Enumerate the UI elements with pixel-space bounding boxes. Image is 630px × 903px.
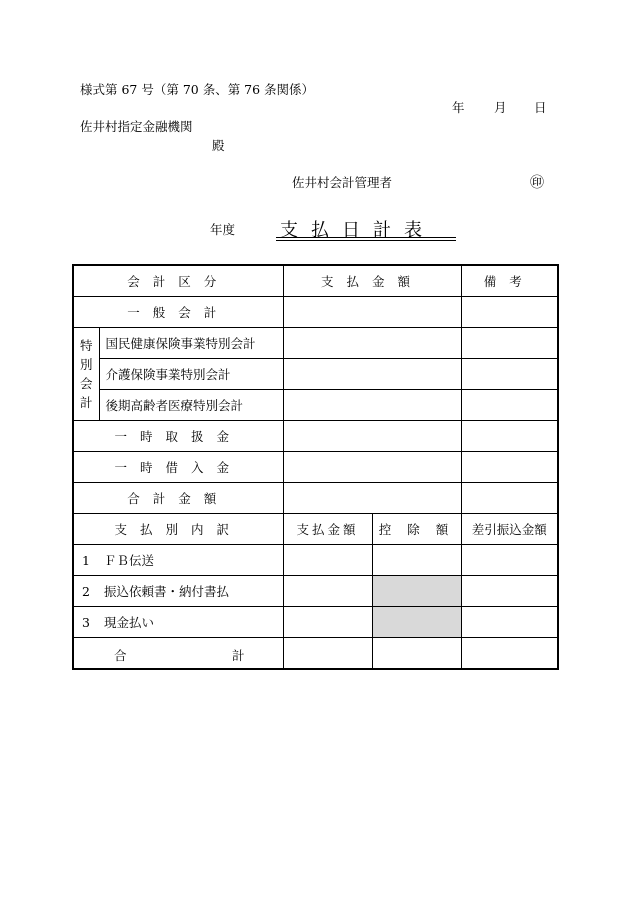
amount-cell[interactable]: [283, 607, 372, 638]
amount-cell[interactable]: [283, 390, 461, 421]
row-label-temp-borrowing: 一時借入金: [73, 452, 283, 483]
table-row: [73, 421, 558, 452]
net-cell[interactable]: [461, 576, 558, 607]
amount-cell[interactable]: [283, 452, 461, 483]
document-title: 支払日計表: [280, 220, 435, 241]
breakdown-header-amount: 支払金額: [283, 514, 372, 545]
remarks-cell[interactable]: [461, 390, 558, 421]
row-label-general: 一般会計: [73, 297, 283, 328]
deduction-cell[interactable]: [372, 545, 461, 576]
title-underline-double: [276, 240, 456, 241]
seal-mark: ㊞: [530, 175, 544, 191]
breakdown-total-char-1: 合: [114, 648, 127, 663]
breakdown-header-net: 差引振込金額: [461, 514, 558, 545]
daily-payment-table: [72, 264, 559, 670]
deduction-cell-disabled: [372, 576, 461, 607]
amount-cell[interactable]: [283, 328, 461, 359]
table-row: [73, 576, 558, 607]
table-header-row: [73, 265, 558, 297]
amount-cell[interactable]: [283, 421, 461, 452]
breakdown-label-3: [73, 607, 283, 638]
header-category: 会計区分: [73, 265, 283, 297]
table-row: [73, 390, 558, 421]
row-label-special-3: 後期高齢者医療特別会計: [99, 390, 283, 421]
amount-cell[interactable]: [283, 576, 372, 607]
net-cell[interactable]: [461, 638, 558, 670]
breakdown-total-char-2: 計: [232, 648, 245, 663]
fiscal-year-label: 年度: [210, 222, 236, 237]
amount-cell[interactable]: [283, 638, 372, 670]
net-cell[interactable]: [461, 545, 558, 576]
remarks-cell[interactable]: [461, 328, 558, 359]
amount-cell[interactable]: [283, 545, 372, 576]
addressee: 佐井村指定金融機関: [80, 119, 193, 134]
deduction-cell[interactable]: [372, 638, 461, 670]
table-row: [73, 328, 558, 359]
title-underline: [276, 237, 456, 238]
breakdown-no-2: 2: [82, 584, 90, 599]
breakdown-no-3: 3: [82, 615, 90, 630]
breakdown-label-2: [73, 576, 283, 607]
row-label-special-1: 国民健康保険事業特別会計: [99, 328, 283, 359]
breakdown-text-3: 現金払い: [104, 615, 155, 630]
row-label-special-2: 介護保険事業特別会計: [99, 359, 283, 390]
special-accounts-label: [73, 328, 99, 421]
amount-cell[interactable]: [283, 359, 461, 390]
remarks-cell[interactable]: [461, 483, 558, 514]
amount-cell[interactable]: [283, 483, 461, 514]
date-day-label: 日: [534, 100, 547, 115]
net-cell[interactable]: [461, 607, 558, 638]
table-row: [73, 638, 558, 670]
form-number: 様式第 67 号（第 70 条、第 76 条関係）: [80, 82, 315, 97]
remarks-cell[interactable]: [461, 297, 558, 328]
breakdown-header-item: 支払別内訳: [73, 514, 283, 545]
header-remarks: 備考: [461, 265, 558, 297]
sender-title: 佐井村会計管理者: [292, 175, 393, 190]
table-row: [73, 483, 558, 514]
date-month-label: 月: [494, 100, 507, 115]
document-title-block: [210, 218, 470, 240]
remarks-cell[interactable]: [461, 359, 558, 390]
table-row: [73, 545, 558, 576]
table-row: [73, 452, 558, 483]
row-label-total: 合計金額: [73, 483, 283, 514]
table-row: [73, 297, 558, 328]
table-row: [73, 607, 558, 638]
date-year-label: 年: [452, 100, 465, 115]
breakdown-total-label: [73, 638, 283, 670]
breakdown-text-1: ＦＢ伝送: [104, 553, 155, 568]
breakdown-header-row: [73, 514, 558, 545]
remarks-cell[interactable]: [461, 452, 558, 483]
header-amount: 支払金額: [283, 265, 461, 297]
deduction-cell-disabled: [372, 607, 461, 638]
remarks-cell[interactable]: [461, 421, 558, 452]
breakdown-no-1: 1: [82, 553, 90, 568]
breakdown-header-deduction: 控 除 額: [372, 514, 461, 545]
amount-cell[interactable]: [283, 297, 461, 328]
breakdown-label-1: [73, 545, 283, 576]
special-accounts-label-text: 特別会計: [79, 338, 93, 410]
table-row: [73, 359, 558, 390]
row-label-temp-handling: 一時取扱金: [73, 421, 283, 452]
honorific: 殿: [212, 138, 225, 153]
breakdown-text-2: 振込依頼書・納付書払: [104, 584, 230, 599]
